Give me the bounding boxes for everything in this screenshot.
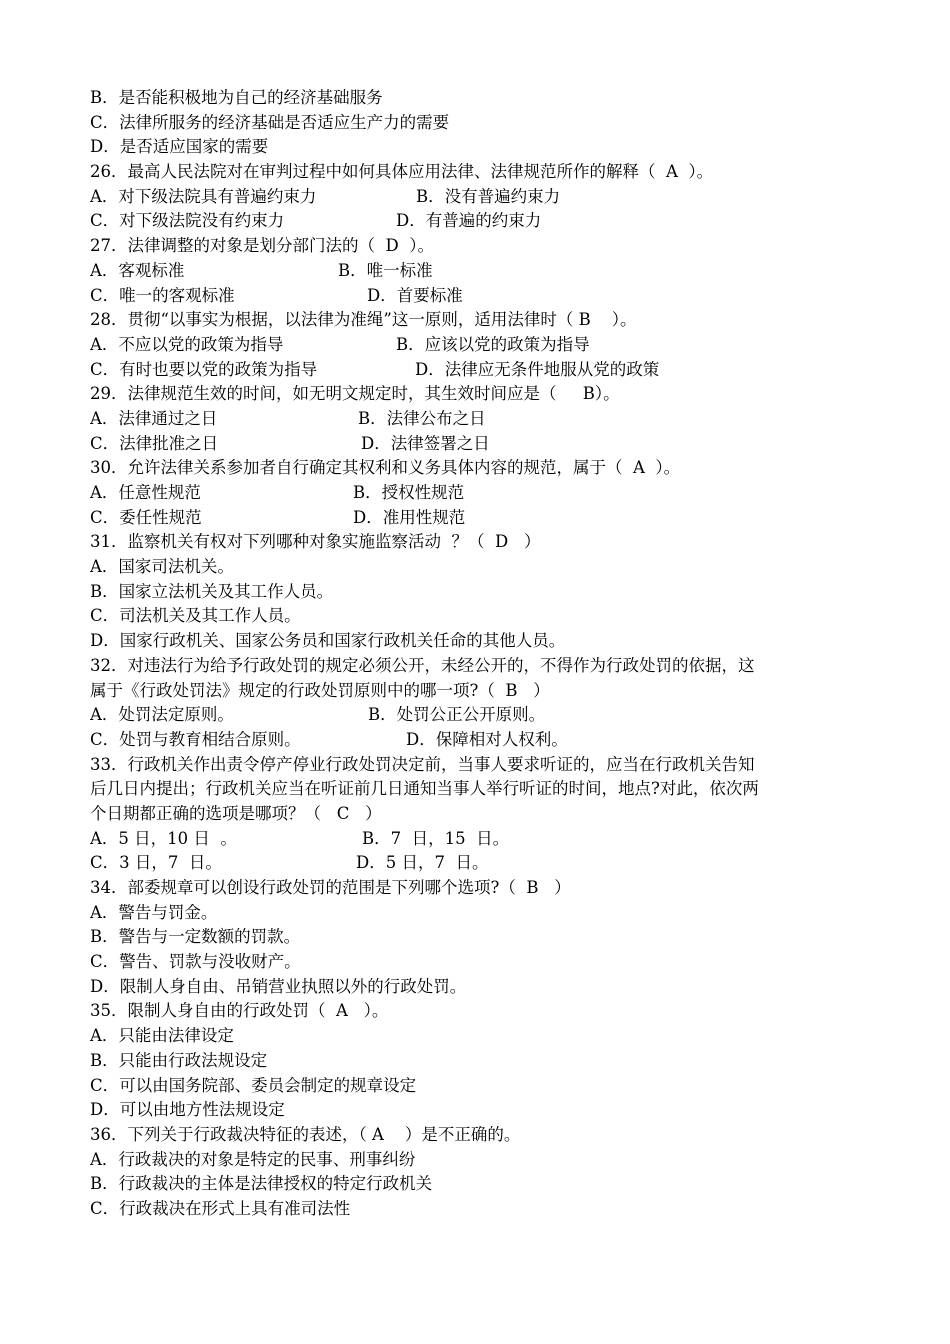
text-line xyxy=(90,1024,870,1049)
line-text: D．限制人身自由、吊销营业执照以外的行政处罚。 xyxy=(90,976,467,996)
text-line xyxy=(90,185,870,210)
line-text: B．是否能积极地为自己的经济基础服务 xyxy=(90,88,383,107)
text-line xyxy=(90,530,870,555)
line-text: C．委任性规范 xyxy=(90,507,202,527)
line-text: D．可以由地方性法规设定 xyxy=(90,1100,285,1120)
line-text: C．司法机关及其工作人员。 xyxy=(90,606,301,626)
text-line xyxy=(90,432,870,457)
text-line xyxy=(90,728,870,753)
line-text: 32．对违法行为给予行政处罚的规定必须公开，未经公开的，不得作为行政处罚的依据，这 xyxy=(90,655,755,675)
line-text: 33．行政机关作出责令停产停业行政处罚决定前，当事人要求听证的，应当在行政机关告知 xyxy=(90,754,755,774)
text-line xyxy=(90,1098,870,1123)
option-text: B．处罚公正公开原则。 xyxy=(368,705,546,725)
option-text: B．唯一标准 xyxy=(338,260,433,280)
text-line xyxy=(90,876,870,901)
text-line xyxy=(90,925,870,950)
line-text: D．是否适应国家的需要 xyxy=(90,137,269,157)
line-text: C．处罚与教育相结合原则。 xyxy=(90,729,301,749)
line-text: 34．部委规章可以创设行政处罚的范围是下列哪个选项?（ B ） xyxy=(90,878,571,897)
line-text: A．处罚法定原则。 xyxy=(90,705,234,725)
text-line xyxy=(90,679,870,704)
line-text: 属于《行政处罚法》规定的行政处罚原则中的哪一项?（ B ） xyxy=(90,680,550,700)
line-text: C．唯一的客观标准 xyxy=(90,285,235,305)
text-line xyxy=(90,1172,870,1197)
text-line xyxy=(90,234,870,259)
line-text: C．对下级法院没有约束力 xyxy=(90,211,285,231)
option-text: B．应该以党的政策为指导 xyxy=(396,334,590,354)
text-line xyxy=(90,259,870,284)
line-text: 28．贯彻“以事实为根据，以法律为准绳”这一原则，适用法律时（ B ）。 xyxy=(90,310,637,330)
line-text: 30．允许法律关系参加者自行确定其权利和义务具体内容的规范，属于（ A ）。 xyxy=(90,458,681,478)
text-line xyxy=(90,555,870,580)
text-line xyxy=(90,950,870,975)
option-text: D．法律应无条件地服从党的政策 xyxy=(415,359,660,379)
text-line xyxy=(90,160,870,185)
text-line xyxy=(90,629,870,654)
option-text: D．准用性规范 xyxy=(353,507,466,527)
text-line xyxy=(90,654,870,679)
line-text: A．对下级法院具有普遍约束力 xyxy=(90,186,317,206)
option-text: D．5 日，7 日。 xyxy=(356,853,489,873)
text-line xyxy=(90,999,870,1024)
text-line xyxy=(90,851,870,876)
line-text: A．警告与罚金。 xyxy=(90,902,218,922)
line-text: 26．最高人民法院对在审判过程中如何具体应用法律、法律规范所作的解释（ A ）。 xyxy=(90,162,714,182)
text-line xyxy=(90,456,870,481)
text-line xyxy=(90,1123,870,1148)
line-text: C．可以由国务院部、委员会制定的规章设定 xyxy=(90,1075,417,1095)
line-text: B．只能由行政法规设定 xyxy=(90,1050,268,1070)
text-line xyxy=(90,753,870,778)
line-text: A．国家司法机关。 xyxy=(90,557,234,577)
line-text: C．3 日，7 日。 xyxy=(90,853,222,873)
text-line xyxy=(90,481,870,506)
text-line xyxy=(90,86,870,111)
text-line xyxy=(90,1197,870,1222)
option-text: B．没有普遍约束力 xyxy=(416,186,561,206)
line-text: C．有时也要以党的政策为指导 xyxy=(90,359,318,379)
option-text: D．有普遍的约束力 xyxy=(396,211,542,231)
text-line xyxy=(90,333,870,358)
line-text: A．5 日，10 日 。 xyxy=(90,828,237,848)
line-text: A．不应以党的政策为指导 xyxy=(90,334,284,354)
option-text: D．保障相对人权利。 xyxy=(406,729,568,749)
text-line xyxy=(90,308,870,333)
option-text: D．首要标准 xyxy=(367,285,463,305)
line-text: A．只能由法律设定 xyxy=(90,1026,234,1046)
document-body xyxy=(90,86,870,1222)
line-text: 个日期都正确的选项是哪项？（ C ） xyxy=(90,803,382,823)
option-text: B．7 日，15 日。 xyxy=(362,828,510,848)
text-line xyxy=(90,135,870,160)
text-line xyxy=(90,358,870,383)
text-line xyxy=(90,1049,870,1074)
text-line xyxy=(90,975,870,1000)
option-text: D．法律签署之日 xyxy=(361,433,490,453)
text-line xyxy=(90,1074,870,1099)
text-line xyxy=(90,604,870,629)
line-text: A．客观标准 xyxy=(90,260,185,280)
text-line xyxy=(90,382,870,407)
line-text: A．法律通过之日 xyxy=(90,408,218,428)
text-line xyxy=(90,703,870,728)
line-text: 36．下列关于行政裁决特征的表述，（ A ）是不正确的。 xyxy=(90,1124,521,1144)
line-text: B．国家立法机关及其工作人员。 xyxy=(90,581,334,601)
line-text: D．国家行政机关、国家公务员和国家行政机关任命的其他人员。 xyxy=(90,631,566,651)
line-text: C．法律所服务的经济基础是否适应生产力的需要 xyxy=(90,112,450,132)
text-line xyxy=(90,580,870,605)
text-line xyxy=(90,1148,870,1173)
text-line xyxy=(90,209,870,234)
text-line xyxy=(90,111,870,136)
line-text: B．行政裁决的主体是法律授权的特定行政机关 xyxy=(90,1174,433,1194)
text-line xyxy=(90,284,870,309)
line-text: 31．监察机关有权对下列哪种对象实施监察活动 ？（ D ） xyxy=(90,532,541,552)
line-text: 35．限制人身自由的行政处罚（ A ）。 xyxy=(90,1001,389,1021)
text-line xyxy=(90,802,870,827)
line-text: 27．法律调整的对象是划分部门法的（ D ）。 xyxy=(90,236,434,256)
text-line xyxy=(90,407,870,432)
line-text: C．行政裁决在形式上具有准司法性 xyxy=(90,1198,351,1218)
line-text: A．任意性规范 xyxy=(90,483,201,502)
line-text: 29．法律规范生效的时间，如无明文规定时，其生效时间应是（ B）。 xyxy=(90,384,620,404)
text-line xyxy=(90,506,870,531)
text-line xyxy=(90,777,870,802)
line-text: A．行政裁决的对象是特定的民事、刑事纠纷 xyxy=(90,1149,416,1169)
line-text: 后几日内提出；行政机关应当在听证前几日通知当事人举行听证的时间，地点?对此，依次两 xyxy=(90,779,759,799)
text-line xyxy=(90,827,870,852)
line-text: B．警告与一定数额的罚款。 xyxy=(90,927,301,947)
option-text: B．授权性规范 xyxy=(353,483,465,502)
option-text: B．法律公布之日 xyxy=(358,408,486,428)
text-line xyxy=(90,901,870,926)
line-text: C．法律批准之日 xyxy=(90,433,219,453)
line-text: C．警告、罚款与没收财产。 xyxy=(90,952,301,972)
